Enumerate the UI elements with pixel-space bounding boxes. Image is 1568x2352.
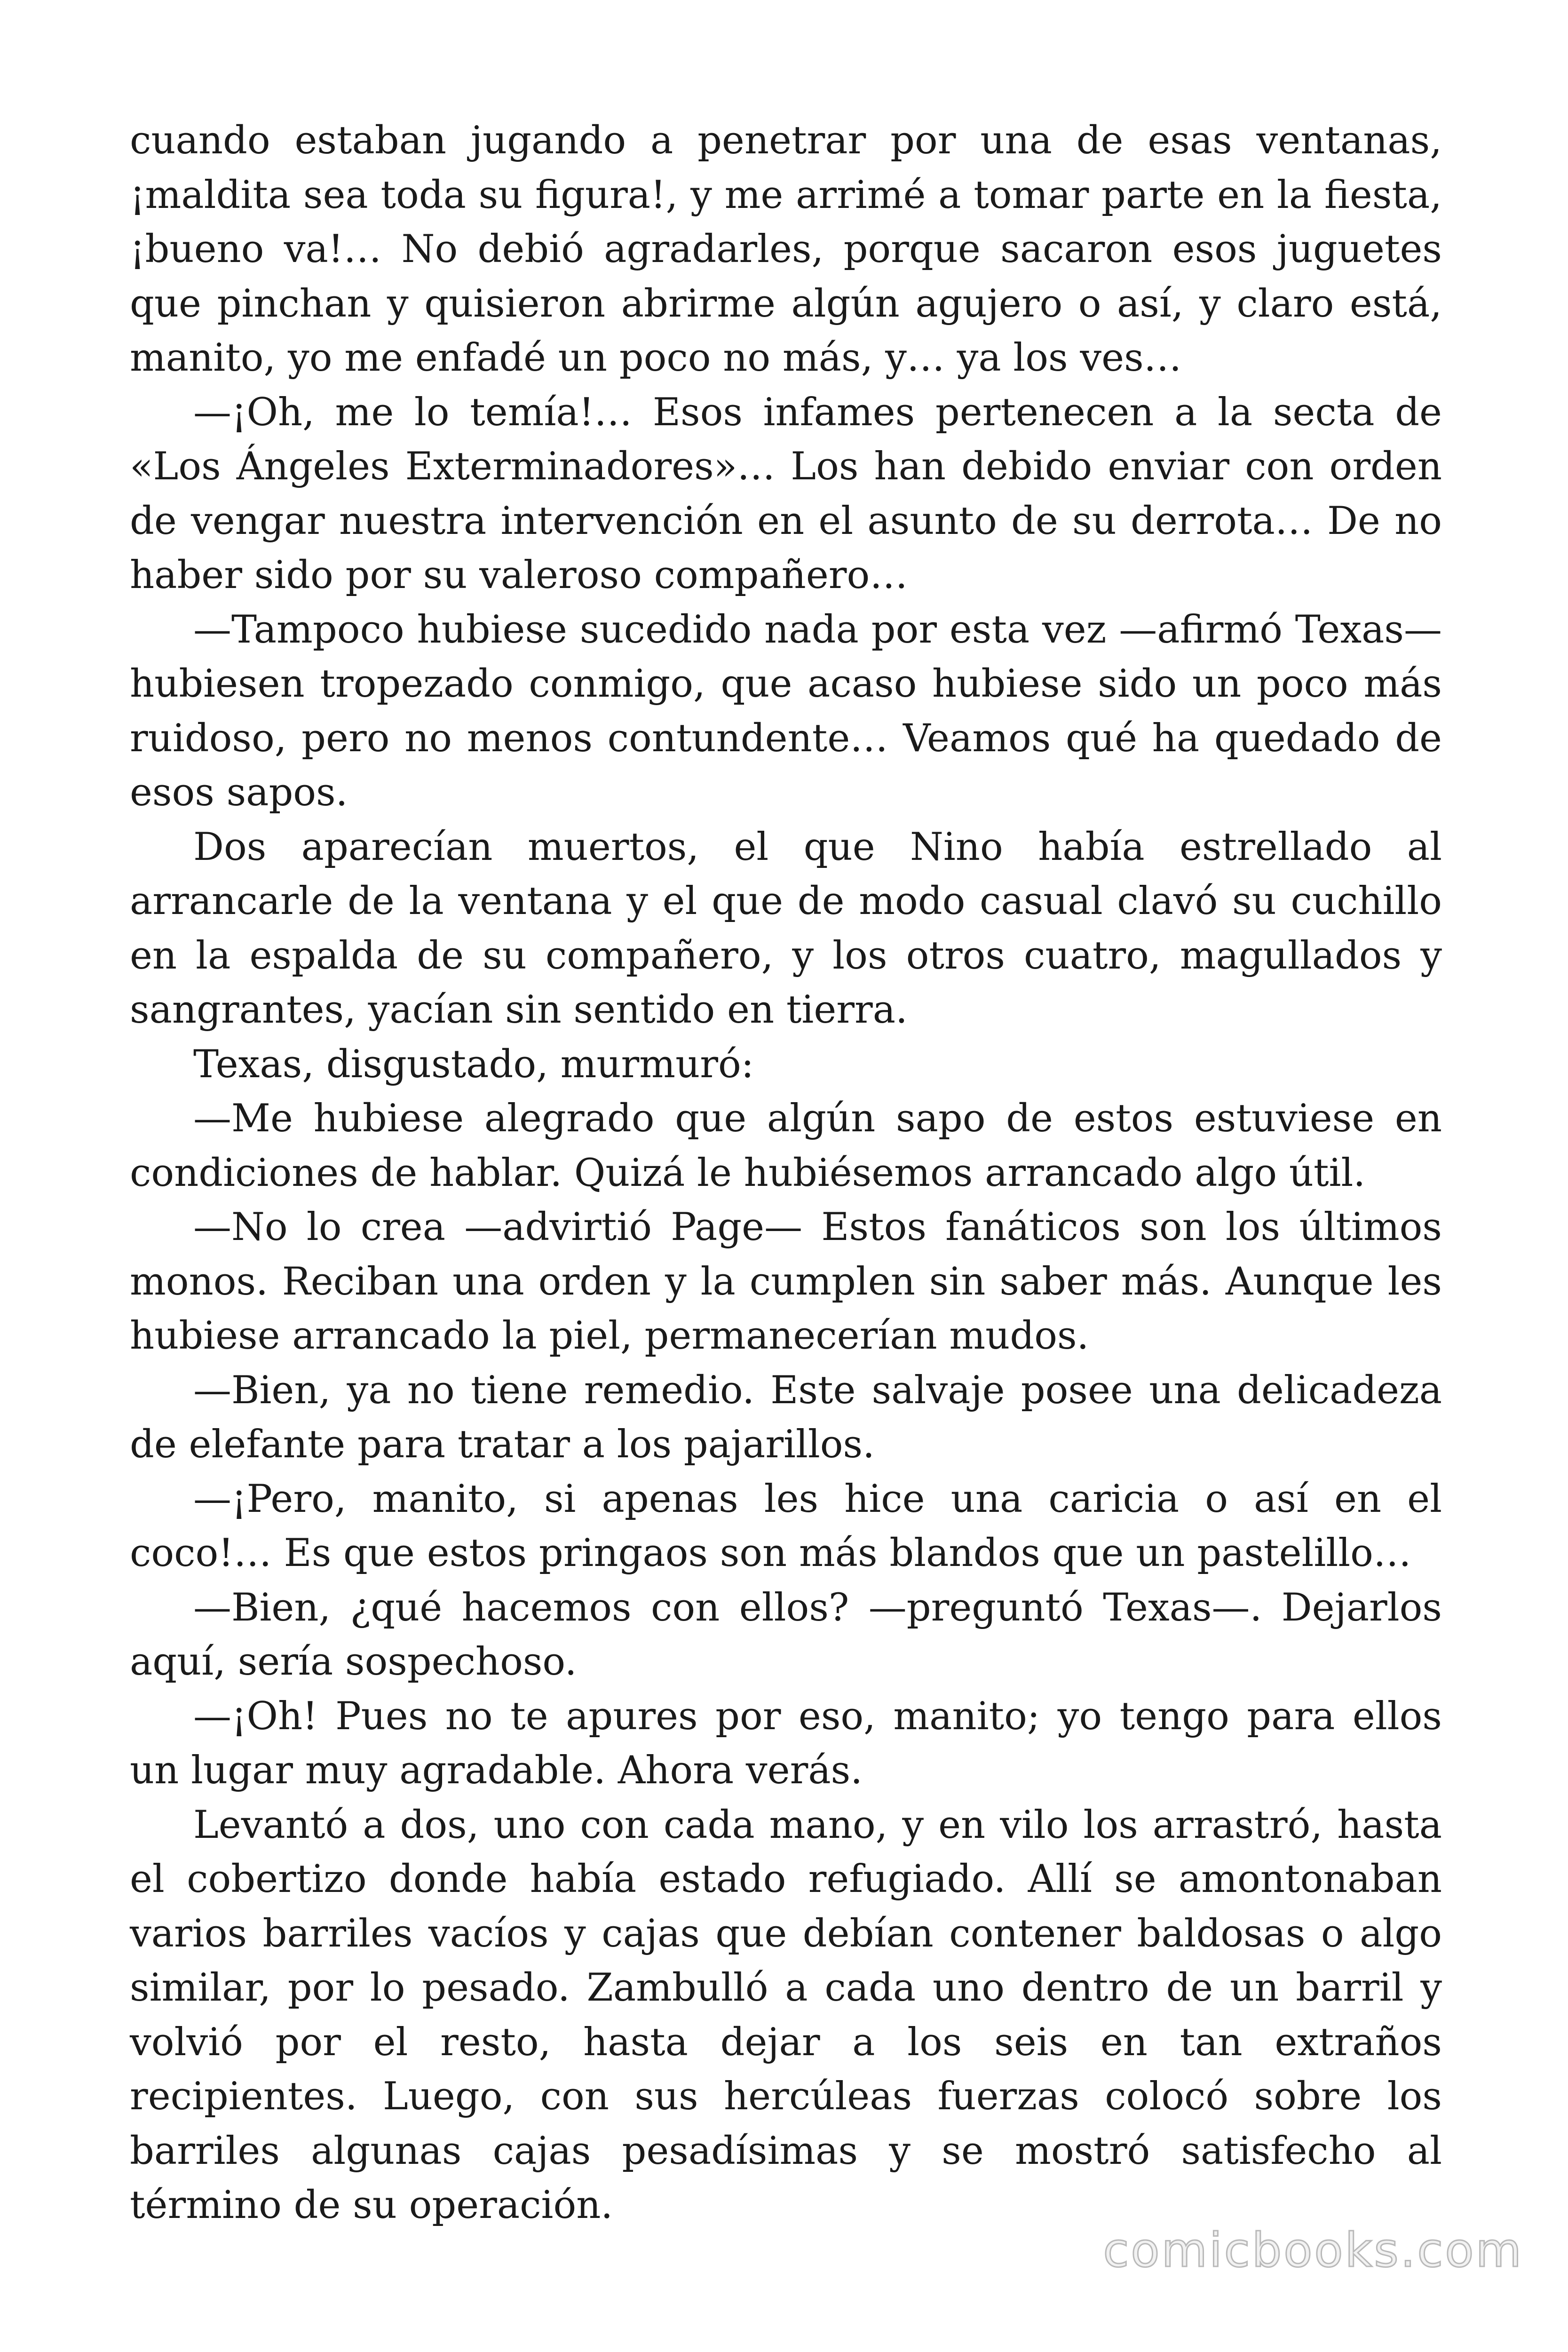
paragraph-1: cuando estaban jugando a penetrar por una de esas ventanas, ¡maldita sea toda su figura!, y me arrimé a tomar parte en la fiesta, ¡bueno va!… No debió agradarles, porque sacaron esos juguetes que pinchan y quisieron abrirme algún agujero o así, y claro está, manito, yo me enfadé un poco no más, y… ya los ves… bbox=[130, 119, 1442, 380]
paragraph-12: Levantó a dos, uno con cada mano, y en vilo los arrastró, hasta el cobertizo donde había estado refugiado. Allí se amontonaban varios barriles vacíos y cajas que debían contener baldosas o algo similar, por lo pesado. Zambulló a cada uno dentro de un barril y volvió por el resto, hasta dejar a los seis en tan extraños recipientes. Luego, con sus hercúleas fuerzas colocó sobre los barriles algunas cajas pesadísimas y se mostró satisfecho al término de su operación. bbox=[130, 1803, 1442, 2227]
watermark: comicbooks.com bbox=[1103, 2223, 1523, 2278]
paragraph-7: —No lo crea —advirtió Page— Estos fanáticos son los últimos monos. Reciban una orden y la cumplen sin saber más. Aunque les hubiese arrancado la piel, permanecerían mudos. bbox=[130, 1205, 1442, 1358]
paragraph-5: Texas, disgustado, murmuró: bbox=[193, 1042, 754, 1087]
paragraph-9: —¡Pero, manito, si apenas les hice una caricia o así en el coco!… Es que estos pringaos son más blandos que un pastelillo… bbox=[130, 1477, 1442, 1575]
paragraph-10: —Bien, ¿qué hacemos con ellos? —preguntó Texas—. Dejarlos aquí, sería sospechoso. bbox=[130, 1585, 1442, 1684]
paragraph-8: —Bien, ya no tiene remedio. Este salvaje posee una delicadeza de elefante para tratar a los pajarillos. bbox=[130, 1368, 1442, 1467]
paragraph-6: —Me hubiese alegrado que algún sapo de estos estuviese en condiciones de hablar. Quizá le hubiésemos arrancado algo útil. bbox=[130, 1097, 1442, 1195]
paragraph-11: —¡Oh! Pues no te apures por eso, manito; yo tengo para ellos un lugar muy agradable. Ahora verás. bbox=[130, 1694, 1442, 1793]
paragraph-2: —¡Oh, me lo temía!… Esos infames pertenecen a la secta de «Los Ángeles Exterminadores»… Los han debido enviar con orden de vengar nuestra intervención en el asunto de su derrota… De no haber sido por su valeroso compañero… bbox=[130, 390, 1442, 597]
paragraph-4: Dos aparecían muertos, el que Nino había estrellado al arrancarle de la ventana y el que de modo casual clavó su cuchillo en la espalda de su compañero, y los otros cuatro, magullados y sangrantes, yacían sin sentido en tierra. bbox=[130, 825, 1442, 1032]
paragraph-3: —Tampoco hubiese sucedido nada por esta vez —afirmó Texas— hubiesen tropezado conmigo, que acaso hubiese sido un poco más ruidoso, pero no menos contundente… Veamos qué ha quedado de esos sapos. bbox=[130, 607, 1442, 815]
page-text bbox=[130, 114, 1442, 2233]
